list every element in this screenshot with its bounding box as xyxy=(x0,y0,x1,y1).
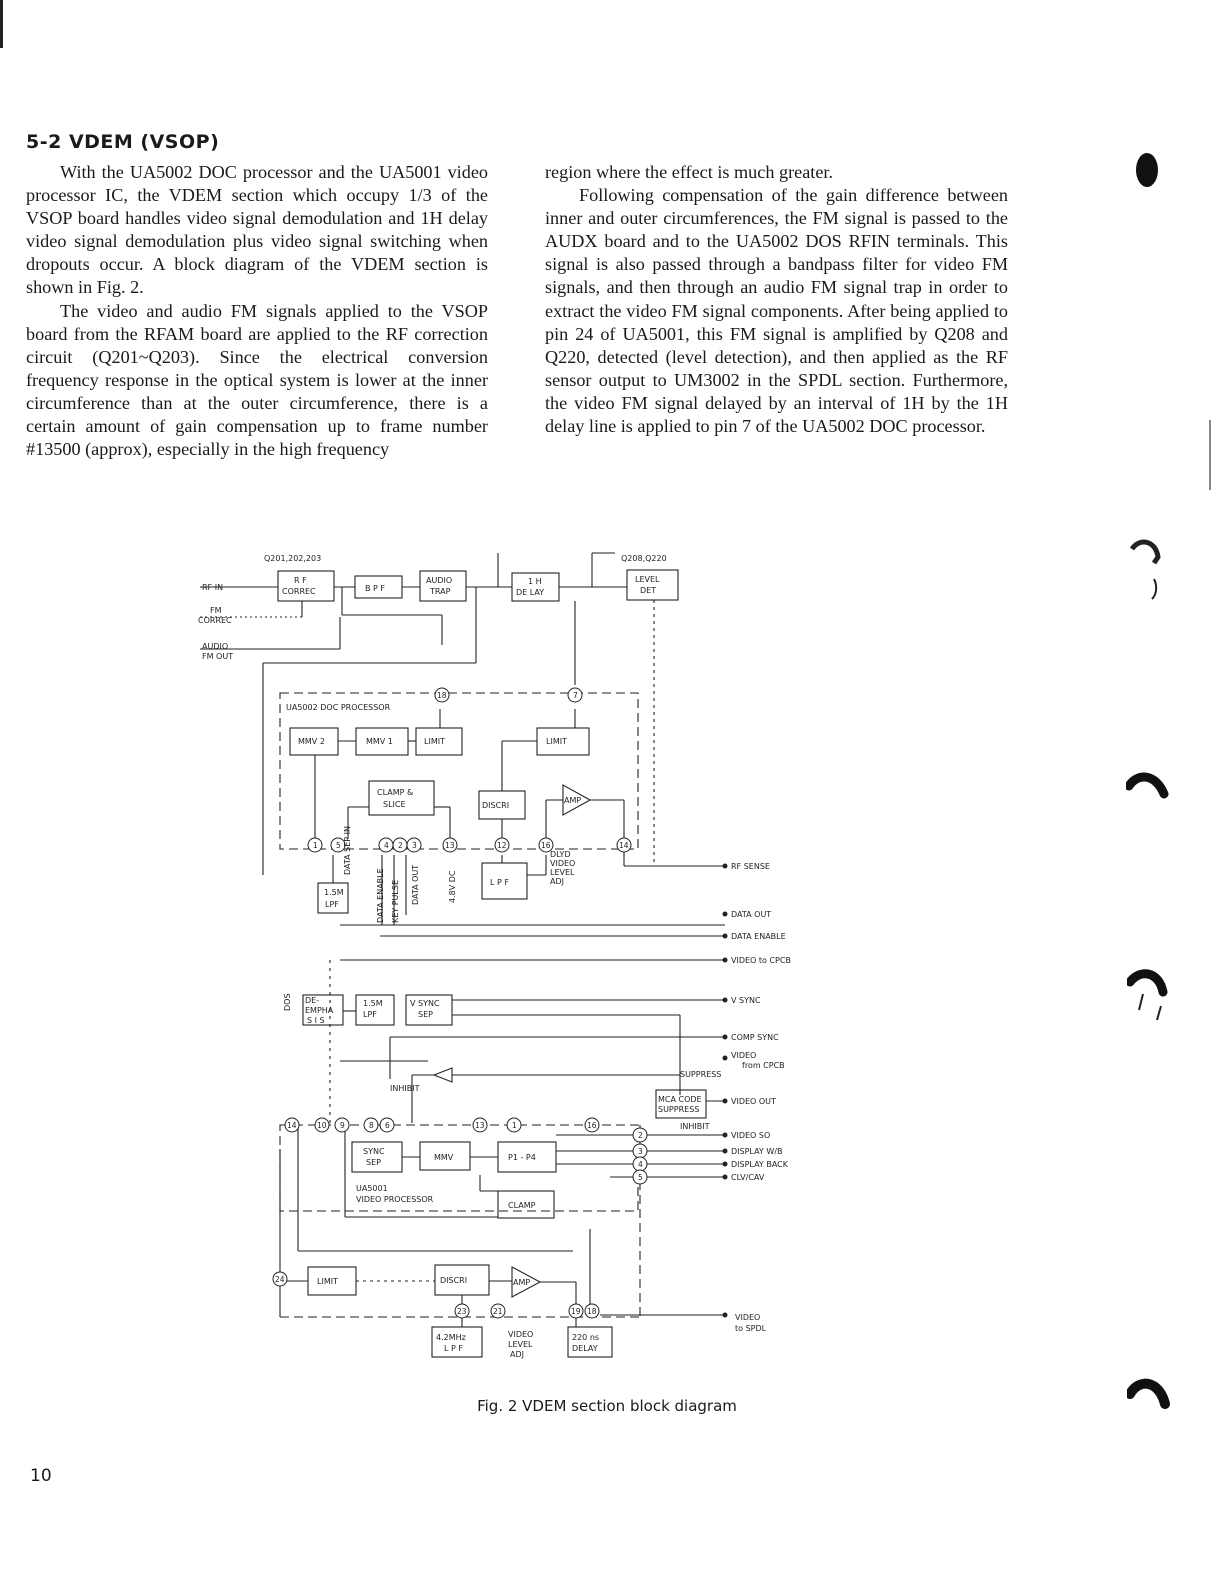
scan-edge-mark xyxy=(0,0,3,48)
block-label: V SYNC xyxy=(410,999,440,1008)
block-label: LPF xyxy=(363,1010,377,1019)
block-label: SLICE xyxy=(383,800,406,809)
pin-label: 21 xyxy=(493,1307,503,1316)
block-label: 1 H xyxy=(528,577,542,586)
block-label: L P F xyxy=(444,1344,463,1353)
output-label: from CPCB xyxy=(742,1061,785,1070)
pin-label: 4 xyxy=(638,1160,643,1169)
block-label: 220 ns xyxy=(572,1333,600,1342)
pin-label: 2 xyxy=(398,841,403,850)
page-number: 10 xyxy=(30,1466,52,1486)
punch-hole-mark xyxy=(1133,150,1163,190)
output-label: DATA OUT xyxy=(731,910,772,919)
block-label: MCA CODE xyxy=(658,1095,702,1104)
block-label: SEP xyxy=(366,1158,381,1167)
output-label: COMP SYNC xyxy=(731,1033,779,1042)
output-label: RF SENSE xyxy=(731,862,770,871)
pin-label: 7 xyxy=(573,691,578,700)
transistor-label: Q201,202,203 xyxy=(264,554,322,563)
output-label: to SPDL xyxy=(735,1324,767,1333)
output-label: V SYNC xyxy=(731,996,761,1005)
input-label: RF IN xyxy=(202,583,224,592)
input-label: CORREC xyxy=(198,616,232,625)
block-label: DE- xyxy=(305,996,320,1005)
output-label: VIDEO OUT xyxy=(731,1097,776,1106)
block-label: LPF xyxy=(325,900,339,909)
pin-label: 18 xyxy=(437,691,447,700)
pin-label: 9 xyxy=(340,1121,345,1130)
signal-label: DATA ENABLE xyxy=(376,868,385,923)
block-label: 4.2MHz xyxy=(436,1333,466,1342)
block-label: VIDEO PROCESSOR xyxy=(356,1195,434,1204)
output-label: VIDEO xyxy=(731,1051,757,1060)
paragraph: Following compensation of the gain difference between inner and outer circumferences, the FM signal is passed to the AUDX board and to the UA5002 DOS RFIN terminals. This signal is also passed through a bandpass filter for video FM signals, and then through an audio FM signal trap in order to extract the video FM signal components. After being applied to pin 24 of UA5001, this FM signal is amplified by Q208 and Q220, detected (level detection), and then applied as the RF sensor output to UM3002 in the SPDL section. Furthermore, the video FM signal delayed by an interval of 1H by the 1H delay line is applied to pin 7 of the UA5002 DOC processor. xyxy=(545,185,1008,437)
pin-label: 12 xyxy=(497,841,507,850)
block-label: DISCRI xyxy=(482,801,510,810)
block-label: LIMIT xyxy=(317,1277,338,1286)
pin-label: 18 xyxy=(587,1307,597,1316)
pin-label: 6 xyxy=(385,1121,390,1130)
block-label: B P F xyxy=(365,584,385,593)
pin-label: 1 xyxy=(512,1121,517,1130)
block-label: R F xyxy=(294,576,307,585)
signal-label: ADJ xyxy=(510,1350,524,1359)
signal-label: VIDEO xyxy=(508,1330,534,1339)
block-label: SUPPRESS xyxy=(658,1105,700,1114)
output-label: DATA ENABLE xyxy=(731,932,786,941)
paragraph: With the UA5002 DOC processor and the UA5001 video processor IC, the VDEM section which occupy 1/3 of the VSOP board handles video signal demodulation and 1H delay video signal demodulation plus video signal switching when dropouts occur. A block diagram of the VDEM section is shown in Fig. 2. xyxy=(26,162,488,298)
signal-label: DLYD xyxy=(550,850,571,859)
block-label: AUDIO xyxy=(426,576,453,585)
scan-mark xyxy=(1126,766,1170,806)
paragraph: The video and audio FM signals applied to the VSOP board from the RFAM board are applied to the RF correction circuit (Q201~Q203). Since the electrical conversion frequency response in the optical system is lower at the inner circumference than at the outer circumference, there is a certain amount of gain compensation up to frame number #13500 (approx), especially in the high frequency xyxy=(26,300,488,460)
pin-label: 13 xyxy=(475,1121,485,1130)
figure-caption: Fig. 2 VDEM section block diagram xyxy=(477,1397,737,1415)
block-label: AMP xyxy=(564,796,582,805)
block-label: DET xyxy=(640,586,657,595)
pin-label: 14 xyxy=(619,841,629,850)
pin-label: 1 xyxy=(313,841,318,850)
signal-label: ADJ xyxy=(550,877,564,886)
output-label: CLV/CAV xyxy=(731,1173,765,1182)
pin-label: 2 xyxy=(638,1131,643,1140)
text-column-right xyxy=(545,161,1008,438)
block-label: DE LAY xyxy=(516,588,545,597)
block-label: SYNC xyxy=(363,1147,385,1156)
block-label: CORREC xyxy=(282,587,316,596)
block-label: L P F xyxy=(490,878,509,887)
output-label: DISPLAY BACK xyxy=(731,1160,788,1169)
block-label: TRAP xyxy=(430,587,451,596)
output-label: DISPLAY W/B xyxy=(731,1147,783,1156)
section-heading: 5-2 VDEM (VSOP) xyxy=(26,131,220,153)
block-label: P1 - P4 xyxy=(508,1153,536,1162)
pin-label: 16 xyxy=(587,1121,597,1130)
block-label: UA5002 DOC PROCESSOR xyxy=(286,703,391,712)
signal-label: SUPPRESS xyxy=(680,1070,722,1079)
scan-mark xyxy=(1128,533,1168,603)
pin-label: 3 xyxy=(412,841,417,850)
pin-label: 19 xyxy=(571,1307,581,1316)
block-label: S I S xyxy=(307,1016,325,1025)
block-label: LIMIT xyxy=(424,737,445,746)
input-label: FM xyxy=(210,606,222,615)
signal-label: LEVEL xyxy=(550,868,575,877)
block-label: SEP xyxy=(418,1010,433,1019)
scan-mark xyxy=(1127,1372,1171,1416)
block-label: MMV xyxy=(434,1153,454,1162)
block-label: AMP xyxy=(513,1278,531,1287)
scan-edge-mark xyxy=(1209,420,1211,490)
block-label: LIMIT xyxy=(546,737,567,746)
signal-label: INHIBIT xyxy=(680,1122,710,1131)
pin-label: 8 xyxy=(369,1121,374,1130)
pin-label: 24 xyxy=(275,1275,285,1284)
pin-label: 23 xyxy=(457,1307,467,1316)
block-label: MMV 2 xyxy=(298,737,325,746)
block-label: CLAMP & xyxy=(377,788,414,797)
scan-mark xyxy=(1127,966,1171,1026)
pin-label: 10 xyxy=(317,1121,327,1130)
block-label: 1.5M xyxy=(363,999,383,1008)
pin-label: 13 xyxy=(445,841,455,850)
signal-label: DATA OUT xyxy=(411,864,420,905)
output-label: VIDEO SO xyxy=(731,1131,771,1140)
block-label: 1.5M xyxy=(324,888,344,897)
transistor-label: Q208,Q220 xyxy=(621,554,667,563)
pin-label: 4 xyxy=(384,841,389,850)
signal-label: KEY PULSE xyxy=(391,880,400,923)
pin-label: 5 xyxy=(336,841,341,850)
block-label: DELAY xyxy=(572,1344,598,1353)
pin-label: 3 xyxy=(638,1147,643,1156)
block-label: UA5001 xyxy=(356,1184,388,1193)
output-label: VIDEO xyxy=(735,1313,761,1322)
pin-label: 16 xyxy=(541,841,551,850)
block-label: LEVEL xyxy=(635,575,660,584)
signal-label: LEVEL xyxy=(508,1340,533,1349)
signal-label: DATA SEP IN xyxy=(343,826,352,875)
pin-label: 14 xyxy=(287,1121,297,1130)
block-label: CLAMP xyxy=(508,1201,536,1210)
signal-label: INHIBIT xyxy=(390,1084,420,1093)
block-label: MMV 1 xyxy=(366,737,393,746)
signal-label: DOS xyxy=(283,993,292,1011)
block-label: DISCRI xyxy=(440,1276,468,1285)
vdem-block-diagram xyxy=(180,545,820,1380)
pin-label: 5 xyxy=(638,1173,643,1182)
paragraph: region where the effect is much greater. xyxy=(545,162,834,182)
text-column-left xyxy=(26,161,488,461)
signal-label: 4.8V DC xyxy=(448,870,457,903)
input-label: FM OUT xyxy=(202,652,234,661)
signal-label: VIDEO xyxy=(550,859,576,868)
output-label: VIDEO to CPCB xyxy=(731,956,791,965)
block-label: EMPHA xyxy=(305,1006,334,1015)
input-label: AUDIO xyxy=(202,642,229,651)
